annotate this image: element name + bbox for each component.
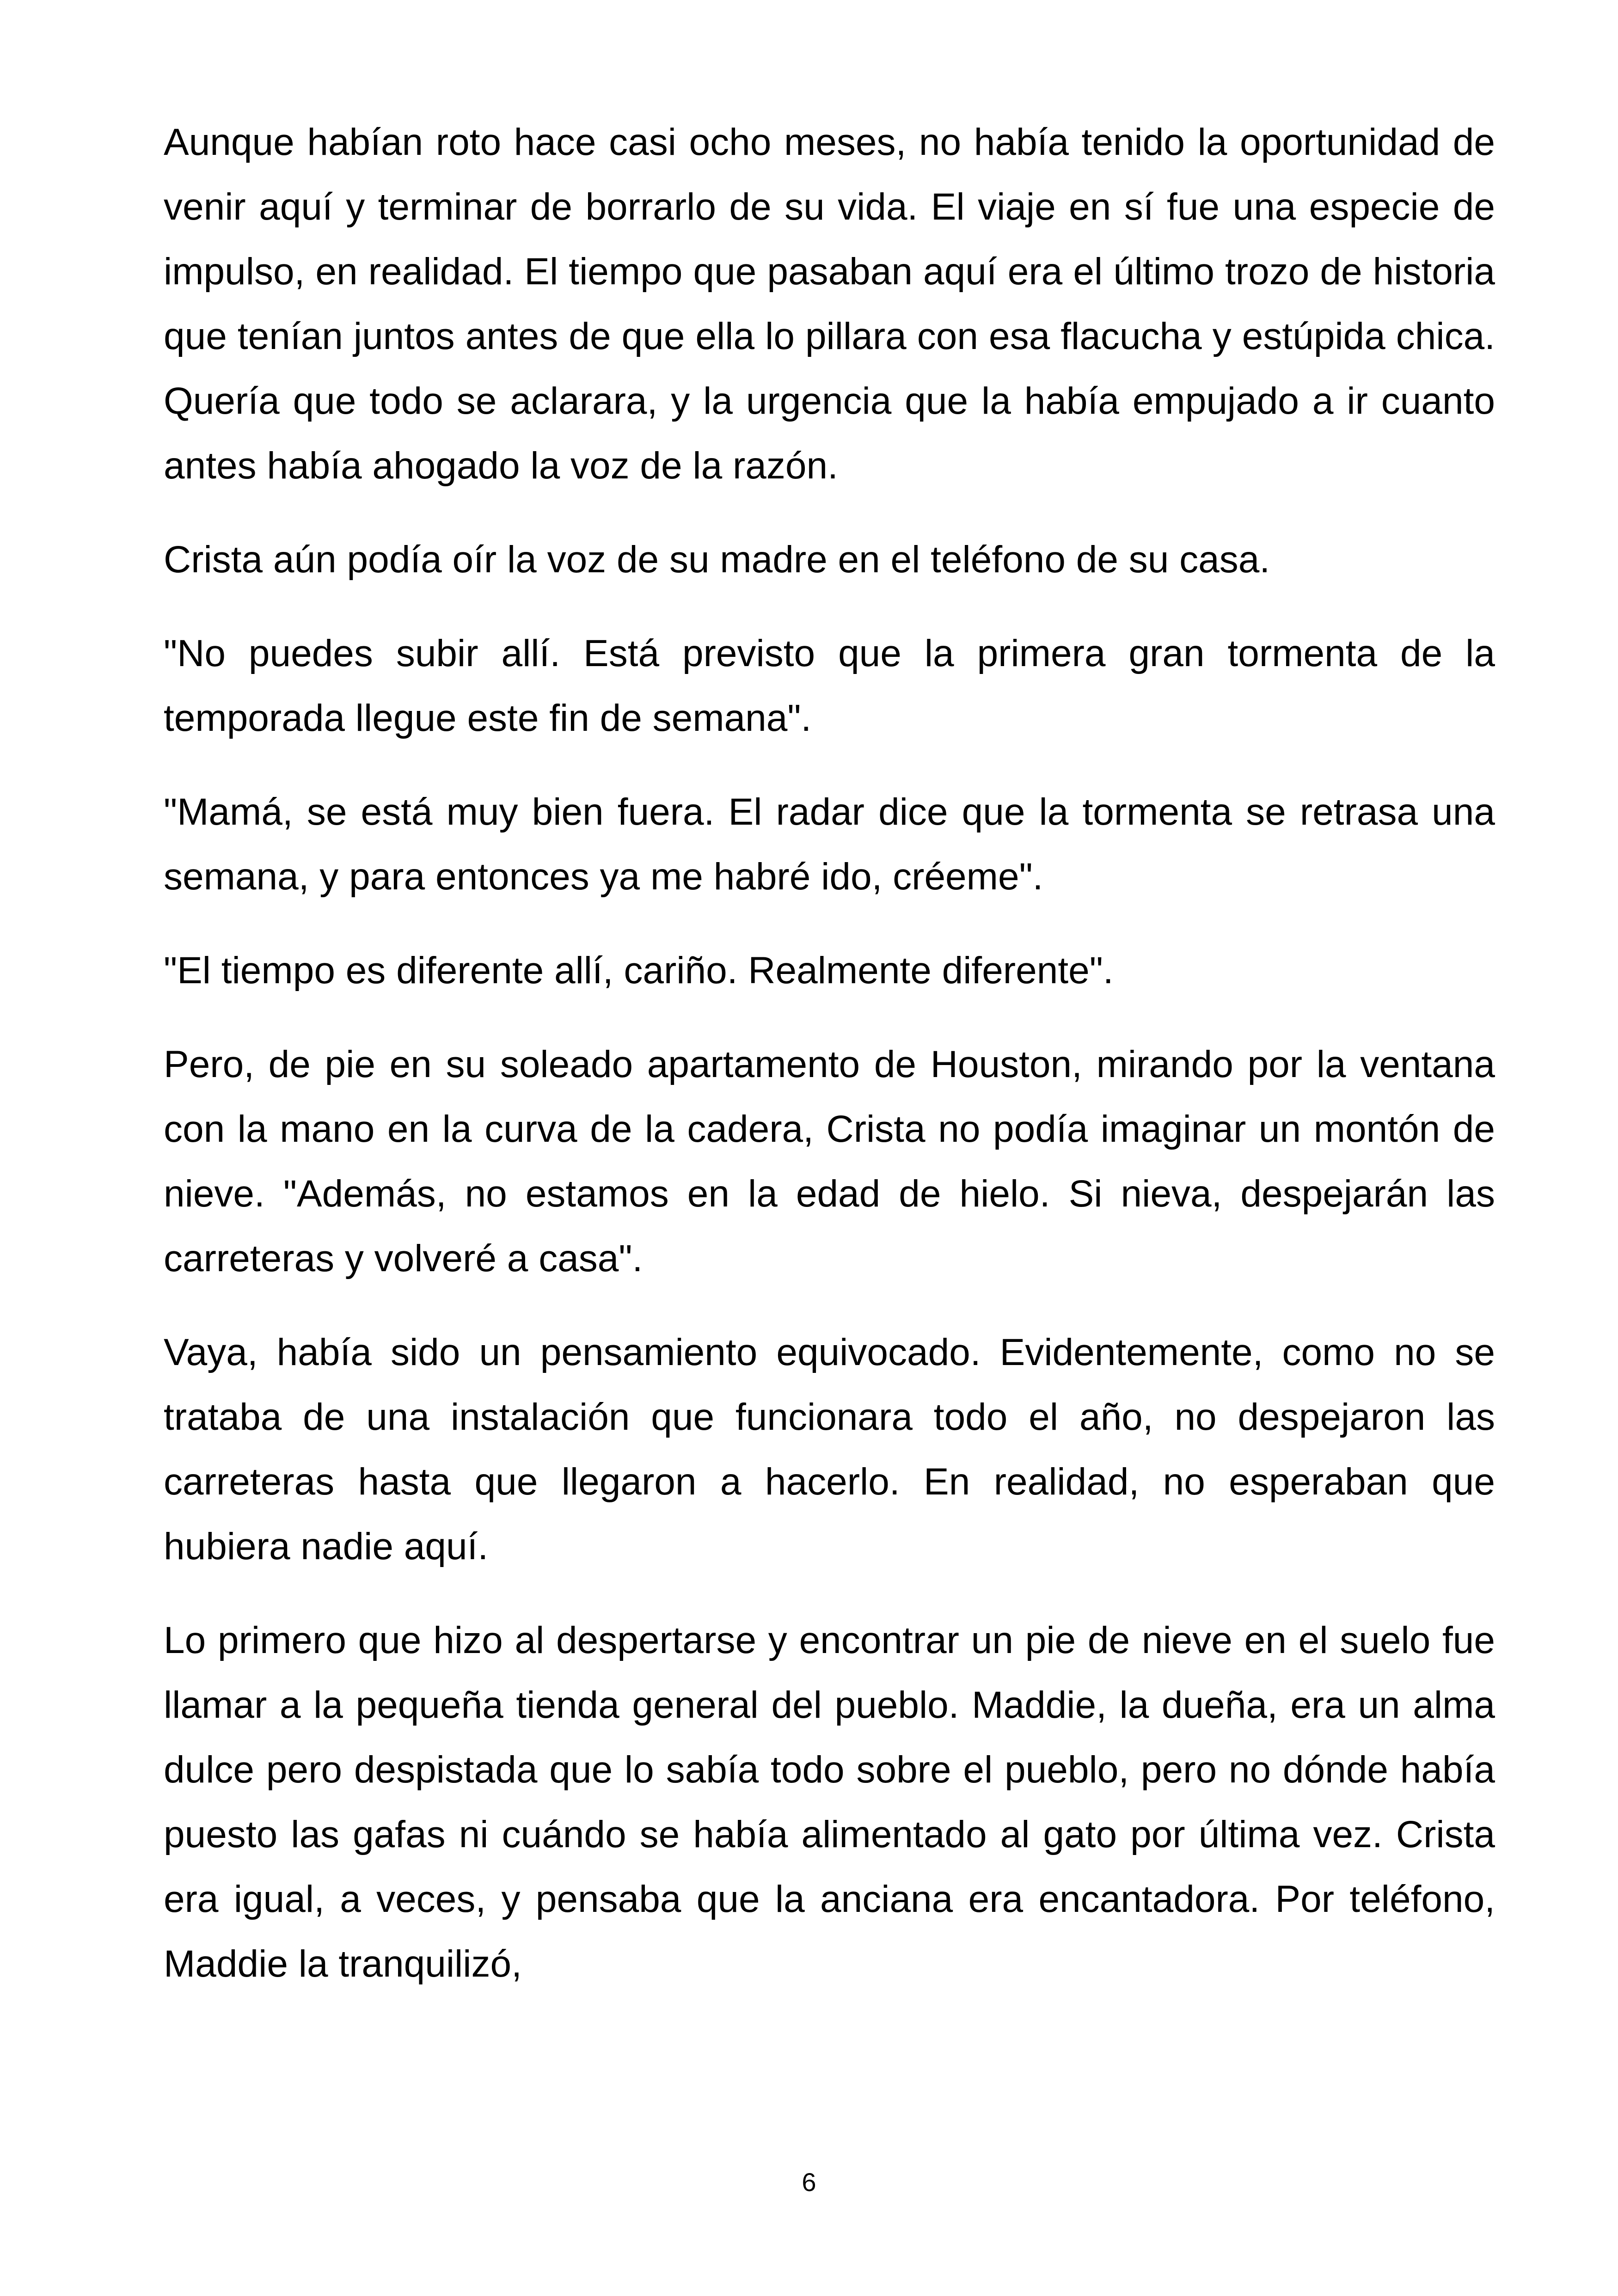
paragraph-1: Aunque habían roto hace casi ocho meses, no había tenido la oportunidad de venir aquí y terminar de borrarlo de su vida. El viaje en sí fue una especie de impulso, en realidad. El tiempo que pasaban aquí era el último trozo de historia que tenían juntos antes de que ella lo pillara con esa flacucha y estúpida chica. Quería que todo se aclarara, y la urgencia que la había empujado a ir cuanto antes había ahogado la voz de la razón. [164,121,1495,487]
paragraph-7: Vaya, había sido un pensamiento equivocado. Evidentemente, como no se trataba de una instalación que funcionara todo el año, no despejaron las carreteras hasta que llegaron a hacerlo. En realidad, no esperaban que hubiera nadie aquí. [164,1331,1495,1567]
body-text [164,110,1495,1996]
paragraph-8: Lo primero que hizo al despertarse y encontrar un pie de nieve en el suelo fue llamar a la pequeña tienda general del pueblo. Maddie, la dueña, era un alma dulce pero despistada que lo sabía todo sobre el pueblo, pero no dónde había puesto las gafas ni cuándo se había alimentado al gato por última vez. Crista era igual, a veces, y pensaba que la anciana era encantadora. Por teléfono, Maddie la tranquilizó, [164,1619,1495,1985]
paragraph-4: "Mamá, se está muy bien fuera. El radar dice que la tormenta se retrasa una semana, y para entonces ya me habré ido, créeme". [164,791,1495,898]
paragraph-6: Pero, de pie en su soleado apartamento de Houston, mirando por la ventana con la mano en la curva de la cadera, Crista no podía imaginar un montón de nieve. "Además, no estamos en la edad de hielo. Si nieva, despejarán las carreteras y volveré a casa". [164,1043,1495,1280]
paragraph-3: "No puedes subir allí. Está previsto que la primera gran tormenta de la temporada llegue este fin de semana". [164,632,1495,739]
page-number: 6 [802,2167,816,2197]
paragraph-5: "El tiempo es diferente allí, cariño. Realmente diferente". [164,949,1114,992]
paragraph-2: Crista aún podía oír la voz de su madre en el teléfono de su casa. [164,539,1270,581]
